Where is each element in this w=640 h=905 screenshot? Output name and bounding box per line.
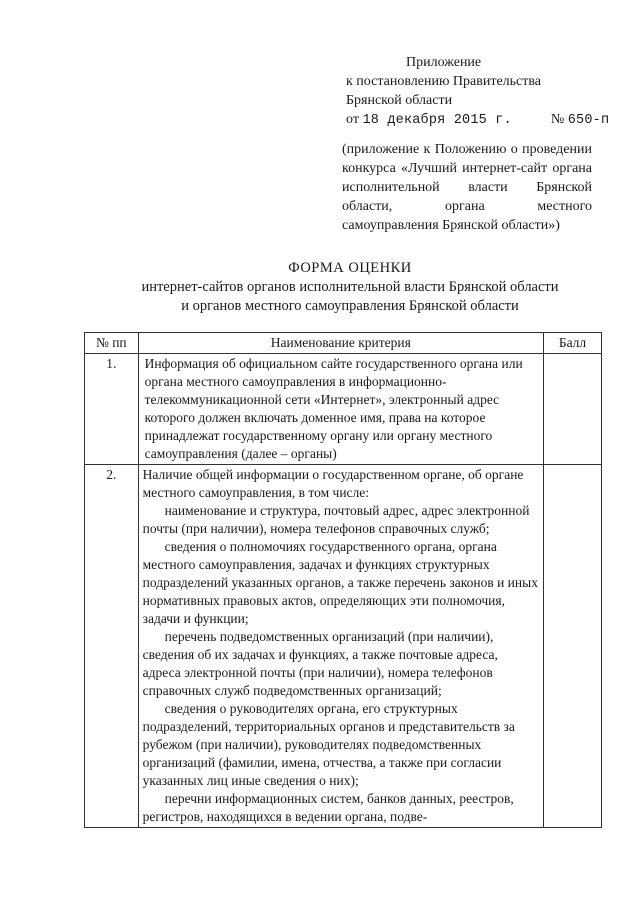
table-row — [85, 354, 602, 465]
appendix-line-decree: к постановлению Правительства — [346, 74, 542, 89]
appendix-header — [346, 53, 616, 130]
row-score — [543, 465, 601, 828]
form-subtitle-2: и органов местного самоуправления Брянской области — [181, 298, 519, 314]
criterion-text: Информация об официальном сайте государственного органа или органа местного самоуправления в информационно-телекоммуникационной сети «Интернет», электронный адрес которого должен включать доменное имя, права на которое принадлежат государственному органу или органу местного самоуправления (далее – органы) — [144, 356, 523, 461]
date-prefix: от — [346, 112, 359, 127]
criterion-item: перечень подведомственных организаций (при наличии), сведения об их задачах и функциях, а также почтовые адреса, адреса электронной почты (при наличии), номера телефонов справочных служб подведомственных организаций; — [142, 629, 498, 698]
form-subtitle-1: интернет-сайтов органов исполнительной власти Брянской области — [141, 279, 559, 295]
number-prefix: № — [550, 112, 565, 127]
appendix-title: Приложение — [406, 55, 482, 70]
appendix-date-line — [346, 110, 616, 130]
row-criterion — [138, 465, 543, 828]
decree-date: 18 декабря 2015 г. — [362, 113, 512, 128]
form-heading — [60, 259, 640, 316]
appendix-note: (приложение к Положению о проведении конкурса «Лучший интернет-сайт органа исполнительной власти Брянской области, органа местного самоуправления Брянской области») — [342, 142, 592, 233]
header-num: № пп — [85, 333, 139, 354]
appendix-line-region: Брянской области — [346, 93, 453, 108]
table-header-row — [85, 333, 602, 354]
criterion-item: перечни информационных систем, банков данных, реестров, регистров, находящихся в ведении органа, подве- — [142, 791, 514, 824]
row-num: 1. — [85, 354, 139, 465]
table-row — [85, 465, 602, 828]
row-num: 2. — [85, 465, 139, 828]
criterion-text: Наличие общей информации о государственном органе, об органе местного самоуправления, в том числе: — [142, 467, 524, 500]
header-score: Балл — [543, 333, 601, 354]
criterion-item: наименование и структура, почтовый адрес, адрес электронной почты (при наличии), номера телефонов справочных служб; — [142, 503, 530, 536]
header-name: Наименование критерия — [138, 333, 543, 354]
page-bottom-margin — [0, 844, 640, 905]
row-score — [543, 354, 601, 465]
criterion-item: сведения о полномочиях государственного органа, органа местного самоуправления, задачах и функциях структурных подразделений указанных органов, а также перечень законов и иных нормативных правовых актов, определяющих эти полномочия, задачи и функции; — [142, 539, 538, 626]
form-title: ФОРМА ОЦЕНКИ — [288, 260, 412, 276]
row-criterion — [138, 354, 543, 465]
decree-number: 650-п — [567, 113, 610, 128]
criterion-item: сведения о руководителях органа, его структурных подразделений, территориальных органов и представительств за рубежом (при наличии), руководителях подведомственных организаций (фамилии, имена, отчества, а также при согласии указанных лиц иные сведения о них); — [142, 701, 515, 788]
criteria-table — [84, 332, 602, 828]
